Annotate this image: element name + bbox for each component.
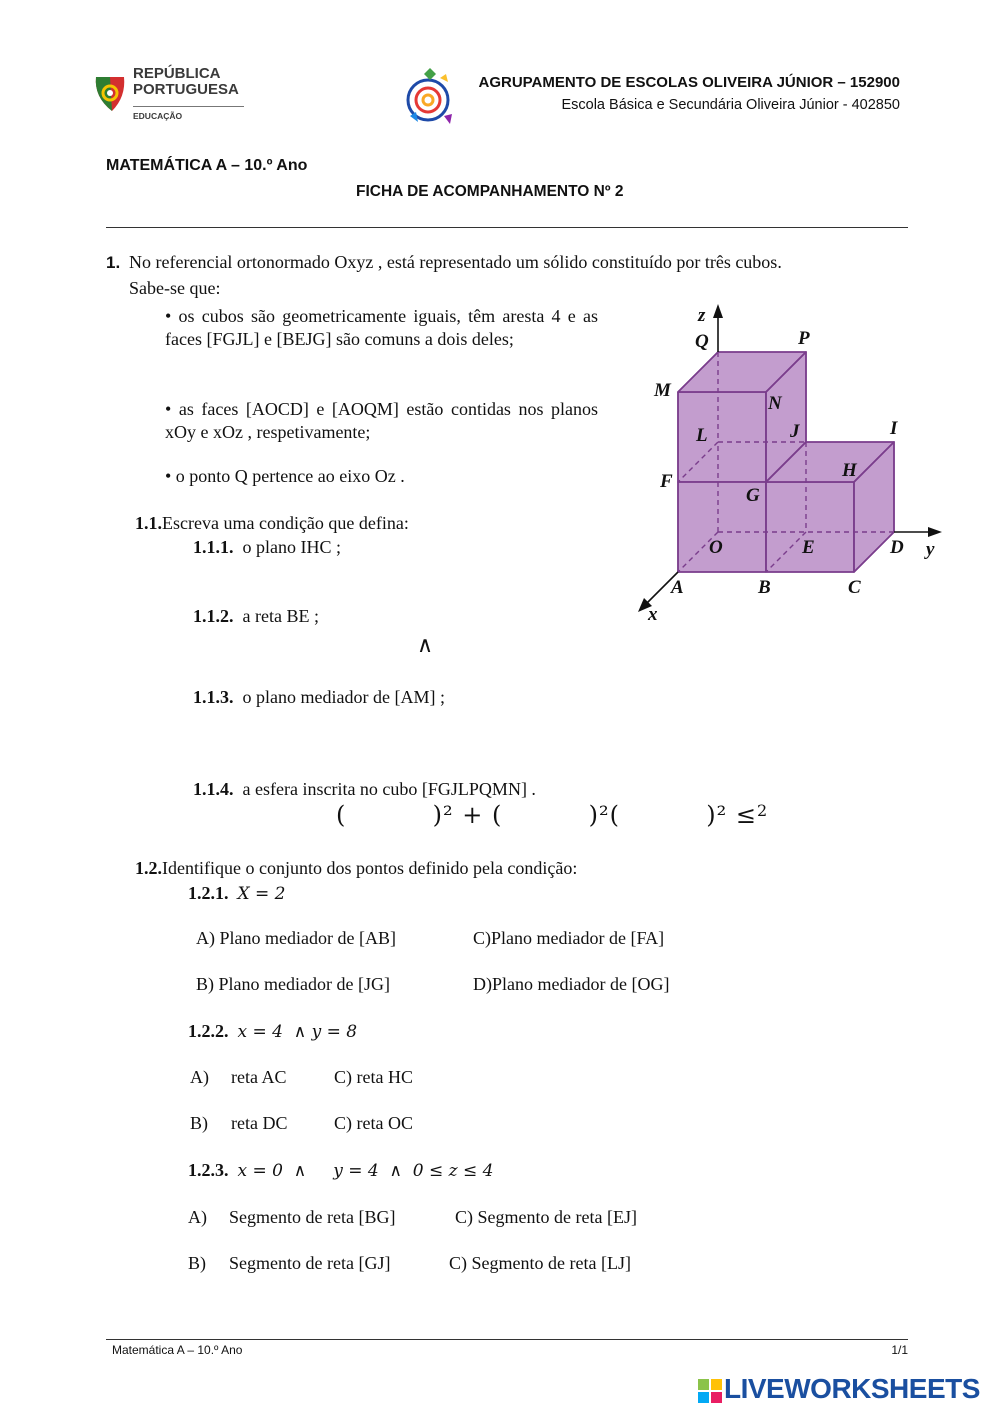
question-1-1-1-text: o plano IHC ;	[242, 537, 341, 557]
question-1-2-3-condition: x = 0 ∧ y = 4 ∧ 0 ≤ z ≤ 4	[237, 1161, 494, 1181]
liveworksheets-brand[interactable]: LIVEWORKSHEETS	[724, 1373, 980, 1404]
option-1-2-1-a[interactable]: A) Plano mediador de [AB]	[196, 928, 396, 948]
footer-subject: Matemática A – 10.º Ano	[112, 1343, 243, 1357]
option-1-2-3-b-letter: B)	[188, 1253, 206, 1273]
label-g: G	[746, 485, 760, 506]
option-1-2-2-c2[interactable]: C) reta OC	[334, 1113, 413, 1133]
label-y: y	[926, 539, 935, 560]
question-1-1-2-number: 1.1.2.	[193, 606, 234, 626]
label-b: B	[758, 577, 771, 598]
question-1-1-number: 1.1.	[135, 513, 162, 533]
question-1-1-1	[193, 537, 341, 558]
question-1-1	[135, 513, 409, 534]
label-j: J	[790, 421, 800, 442]
question-1-2-3-number: 1.2.3.	[188, 1160, 229, 1180]
question-1-1-4-number: 1.1.4.	[193, 779, 234, 799]
y-axis-arrow	[928, 527, 942, 537]
option-1-2-2-a[interactable]: reta AC	[231, 1067, 287, 1087]
question-1-2-2-condition: x = 4 ∧ y = 8	[237, 1022, 358, 1042]
school-subtitle: Escola Básica e Secundária Oliveira Júnior - 402850	[561, 97, 900, 113]
option-1-2-3-c2[interactable]: C) Segmento de reta [LJ]	[449, 1253, 631, 1273]
republica-portuguesa-logo	[92, 63, 132, 125]
label-p: P	[798, 328, 810, 349]
option-1-2-3-c1[interactable]: C) Segmento de reta [EJ]	[455, 1207, 637, 1227]
question-1-2-1	[188, 883, 285, 904]
label-o: O	[709, 537, 723, 558]
label-h: H	[842, 460, 857, 481]
option-1-2-2-b[interactable]: reta DC	[231, 1113, 288, 1133]
question-1-1-1-number: 1.1.1.	[193, 537, 234, 557]
option-1-2-1-d[interactable]: D)Plano mediador de [OG]	[473, 974, 670, 994]
question-1-2-3	[188, 1160, 493, 1181]
sphere-equation-template: ( )² + ( )²( )² ≤	[336, 801, 758, 829]
question-1-number: 1.	[106, 253, 121, 272]
bullet-1: • os cubos são geometricamente iguais, têm aresta 4 e as faces [FGJL] e [BEJG] são comuns a dois deles;	[165, 306, 598, 349]
question-1-intro: No referencial ortonormado Oxyz , está representado um sólido constituído por três cubos.	[129, 252, 782, 272]
label-a: A	[671, 577, 684, 598]
question-1-1-2-text: a reta BE ;	[242, 606, 319, 626]
question-1-1-3-number: 1.1.3.	[193, 687, 234, 707]
question-1-2	[135, 858, 577, 879]
option-1-2-3-a-letter: A)	[188, 1207, 207, 1227]
option-1-2-1-c[interactable]: C)Plano mediador de [FA]	[473, 928, 665, 948]
option-1-2-3-b[interactable]: Segmento de reta [GJ]	[229, 1253, 391, 1273]
question-1-2-1-condition: X = 2	[237, 884, 286, 904]
and-symbol: ∧	[417, 633, 434, 658]
question-1-2-1-number: 1.2.1.	[188, 883, 229, 903]
question-1-2-2-number: 1.2.2.	[188, 1021, 229, 1041]
question-1-1-4-text: a esfera inscrita no cubo [FGJLPQMN] .	[242, 779, 536, 799]
question-1-1-2	[193, 606, 319, 627]
question-1-1-4	[193, 779, 536, 800]
republica-title: REPÚBLICA PORTUGUESA	[133, 65, 239, 98]
republica-subtitle: EDUCAÇÃO	[133, 111, 183, 121]
bullet-3: • o ponto Q pertence ao eixo Oz .	[165, 466, 405, 486]
label-e: E	[802, 537, 815, 558]
option-1-2-3-a[interactable]: Segmento de reta [BG]	[229, 1207, 396, 1227]
label-x: x	[648, 604, 658, 625]
label-z: z	[698, 305, 706, 326]
worksheet-title: FICHA DE ACOMPANHAMENTO Nº 2	[356, 183, 624, 200]
label-i: I	[890, 418, 898, 439]
question-1-sabe: Sabe-se que:	[129, 278, 221, 298]
label-m: M	[654, 380, 671, 401]
question-1-1-3	[193, 687, 445, 708]
option-1-2-2-c1[interactable]: C) reta HC	[334, 1067, 413, 1087]
sphere-radius-exponent: 2	[757, 801, 768, 820]
question-1-2-text: Identifique o conjunto dos pontos definido pela condição:	[162, 858, 578, 878]
option-1-2-2-a-letter: A)	[190, 1067, 209, 1087]
bullet-2: • as faces [AOCD] e [AOQM] estão contidas nos planos xOy e xOz , respetivamente;	[165, 399, 598, 442]
republica-divider	[133, 106, 244, 107]
three-cubes-figure	[630, 300, 950, 630]
label-c: C	[848, 577, 861, 598]
label-n: N	[768, 393, 782, 414]
school-name: AGRUPAMENTO DE ESCOLAS OLIVEIRA JÚNIOR – 152900	[478, 74, 900, 91]
liveworksheets-logo-icon	[698, 1379, 722, 1403]
label-q: Q	[695, 331, 709, 352]
option-1-2-1-b[interactable]: B) Plano mediador de [JG]	[196, 974, 390, 994]
z-axis-arrow	[713, 304, 723, 318]
footer-divider	[106, 1339, 908, 1340]
question-1-1-text: Escreva uma condição que defina:	[162, 513, 409, 533]
question-1-1-3-text: o plano mediador de [AM] ;	[242, 687, 445, 707]
label-d: D	[890, 537, 904, 558]
question-1-2-number: 1.2.	[135, 858, 162, 878]
subject-title: MATEMÁTICA A – 10.º Ano	[106, 157, 308, 174]
header-divider	[106, 227, 908, 228]
label-f: F	[660, 471, 673, 492]
page-number: 1/1	[891, 1343, 908, 1357]
option-1-2-2-b-letter: B)	[190, 1113, 208, 1133]
label-l: L	[696, 425, 708, 446]
school-logo	[400, 66, 462, 128]
question-1-2-2	[188, 1021, 357, 1042]
